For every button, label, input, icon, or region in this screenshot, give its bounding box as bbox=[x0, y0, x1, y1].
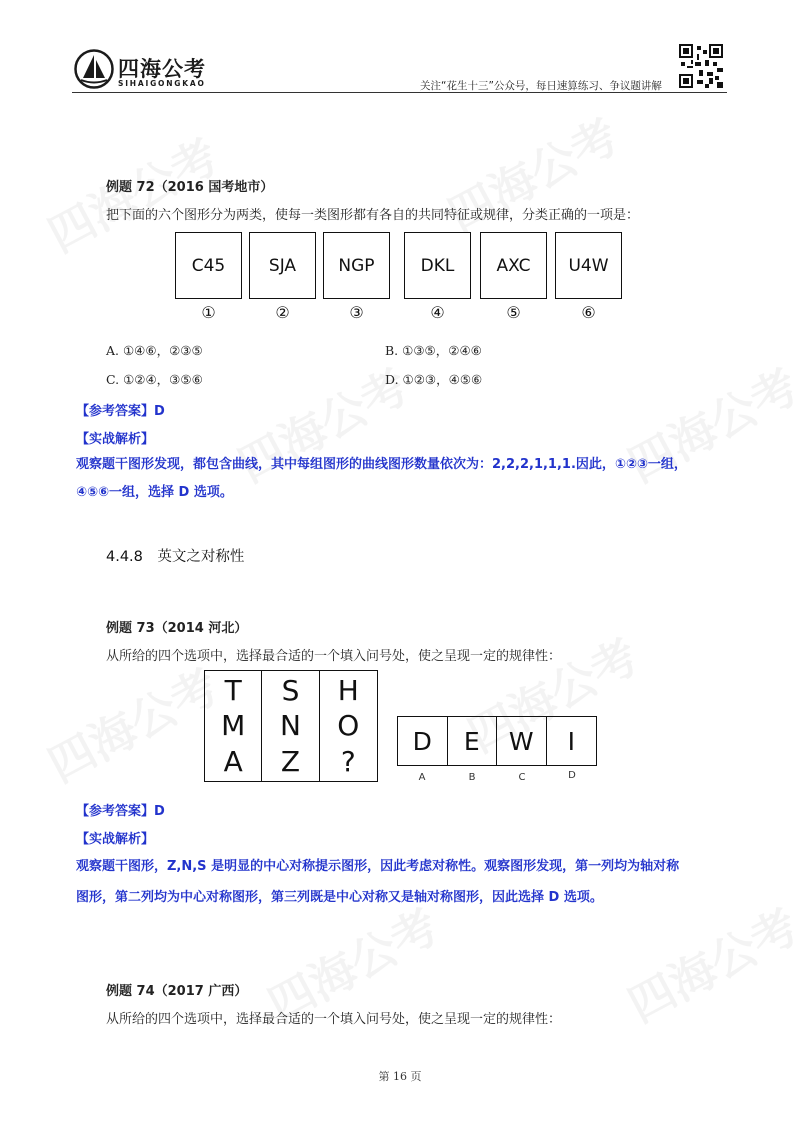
header-divider bbox=[72, 92, 727, 93]
ex72-figure: C45 bbox=[175, 232, 242, 299]
ex73-analysis-label: 【实战解析】 bbox=[76, 832, 155, 847]
section-heading: 4.4.8 英文之对称性 bbox=[106, 549, 245, 565]
ex73-option-cell: I bbox=[567, 726, 575, 756]
ex73-grid-letter: S bbox=[281, 674, 300, 708]
ex72-figure: DKL bbox=[404, 232, 471, 299]
ex72-option-c: C. ①②④，③⑤⑥ bbox=[106, 372, 203, 387]
ex73-question: 从所给的四个选项中，选择最合适的一个填入问号处，使之呈现一定的规律性： bbox=[106, 649, 562, 664]
ex73-option-cell: E bbox=[448, 717, 498, 765]
ex73-grid-letter: O bbox=[337, 709, 360, 743]
ex73-option-label: B bbox=[468, 772, 476, 783]
watermark bbox=[435, 101, 628, 246]
ex72-figure-number: ⑥ bbox=[581, 303, 596, 322]
ex73-answer: 【参考答案】D bbox=[76, 804, 165, 819]
ex72-analysis-label: 【实战解析】 bbox=[76, 432, 155, 447]
ex73-option-cell: W bbox=[497, 717, 547, 765]
ex73-grid-letter: Z bbox=[280, 744, 301, 778]
ex72-analysis-line: 观察题干图形发现，都包含曲线，其中每组图形的曲线图形数量依次为：2,2,2,1,1,1.因此，①②③一组， bbox=[76, 457, 687, 472]
ex73-grid-letter: M bbox=[221, 709, 246, 743]
ex72-figure-number: ③ bbox=[349, 303, 364, 322]
ex74-title: 例题 74（2017 广西） bbox=[106, 984, 248, 999]
ex72-figure-number: ④ bbox=[430, 303, 445, 322]
ex73-title: 例题 73（2014 河北） bbox=[106, 621, 248, 636]
ex72-figure: U4W bbox=[555, 232, 622, 299]
ex73-question-grid bbox=[204, 670, 378, 782]
ex73-analysis-line: 观察题干图形，Z,N,S 是明显的中心对称提示图形，因此考虑对称性。观察图形发现，第一列均为轴对称 bbox=[76, 859, 680, 874]
ex72-answer: 【参考答案】D bbox=[76, 404, 165, 419]
ex74-question: 从所给的四个选项中，选择最合适的一个填入问号处，使之呈现一定的规律性： bbox=[106, 1012, 562, 1027]
ex73-analysis-line: 图形，第二列均为中心对称图形，第三列既是中心对称又是轴对称图形，因此选择 D 选项。 bbox=[76, 890, 603, 905]
ex72-analysis-line: ④⑤⑥一组，选择 D 选项。 bbox=[76, 485, 233, 500]
ex73-grid-letter: N bbox=[280, 709, 301, 743]
ex72-option-a: A. ①④⑥，②③⑤ bbox=[106, 343, 203, 358]
ex73-grid-letter: T bbox=[224, 674, 242, 708]
page-number: 第 16 页 bbox=[378, 1070, 422, 1083]
ex73-grid-letter: ? bbox=[340, 744, 356, 778]
ex72-figure-number: ① bbox=[201, 303, 216, 322]
ex73-option-label: C bbox=[518, 772, 526, 783]
ex73-grid-column bbox=[320, 671, 377, 781]
header-note: 关注“花生十三”公众号，每日速算练习、争议题讲解 bbox=[420, 80, 662, 92]
watermark bbox=[35, 651, 228, 796]
ex73-grid-column bbox=[205, 671, 262, 781]
ex73-grid-column bbox=[262, 671, 319, 781]
ex73-grid-letter: A bbox=[223, 744, 243, 778]
ex72-option-d: D. ①②③，④⑤⑥ bbox=[385, 372, 483, 387]
ex73-grid-letter: H bbox=[337, 674, 359, 708]
ex73-options bbox=[397, 716, 597, 766]
ex72-figure-number: ② bbox=[275, 303, 290, 322]
brand-name-latin: SIHAIGONGKAO bbox=[118, 79, 206, 88]
watermark bbox=[615, 891, 800, 1036]
ex73-option-label: A bbox=[418, 772, 426, 783]
ex72-option-b: B. ①③⑤，②④⑥ bbox=[385, 343, 482, 358]
qr-code-icon bbox=[679, 44, 723, 88]
ex72-title: 例题 72（2016 国考地市） bbox=[106, 180, 274, 195]
ex72-question: 把下面的六个图形分为两类，使每一类图形都有各自的共同特征或规律，分类正确的一项是： bbox=[106, 208, 640, 223]
brand-name: 四海公考 bbox=[118, 57, 206, 81]
ex73-option-label: D bbox=[568, 770, 576, 781]
ex72-figure: AXC bbox=[480, 232, 547, 299]
ex73-option-cell: D bbox=[398, 717, 448, 765]
logo-sail-icon bbox=[74, 49, 114, 89]
ex72-figure: SJA bbox=[249, 232, 316, 299]
ex72-figure: NGP bbox=[323, 232, 390, 299]
ex72-figure-number: ⑤ bbox=[506, 303, 521, 322]
